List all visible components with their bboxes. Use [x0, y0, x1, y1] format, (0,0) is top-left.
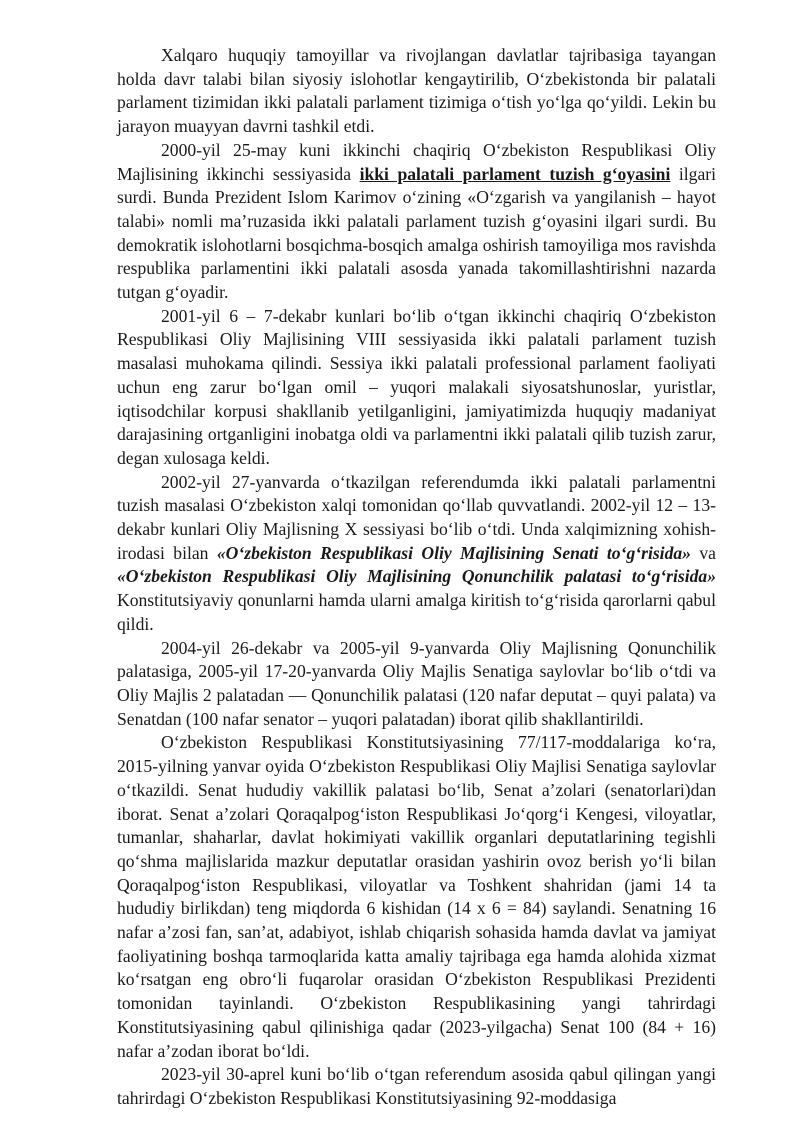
- paragraph-2000-session: [117, 139, 716, 305]
- paragraph-bicameral-intro: [117, 44, 716, 139]
- law-title-senate: «O‘zbekiston Respublikasi Oliy Majlisining Senati to‘g‘risida»: [216, 542, 691, 563]
- law-title-legislative-chamber: «O‘zbekiston Respublikasi Oliy Majlisining Qonunchilik palatasi to‘g‘risida»: [117, 566, 716, 587]
- paragraph-text: va: [690, 542, 716, 563]
- emphasis-bicameral-idea: ikki palatali parlament tuzish g‘oyasini: [359, 163, 671, 184]
- paragraph-2023-referendum: [117, 1063, 716, 1110]
- paragraph-2002-referendum: [117, 471, 716, 637]
- paragraph-2001-session: [117, 305, 716, 471]
- paragraph-text: 2002-yil 27-yanvarda o‘tkazilgan referendumda ikki palatali parlamentni tuzish masalasi O‘zbekiston xalqi tomonidan qo‘llab quvvatlandi. 2002-yil 12 – 13-dekabr kunlari Oliy Majlisning X sessiyasi bo‘lib o‘tdi. Unda xalqimizning xohish-irodasi bilan: [117, 471, 716, 563]
- paragraph-text: Xalqaro huquqiy tamoyillar va rivojlangan davlatlar tajribasiga tayangan holda davr talabi bilan siyosiy islohotlar kengaytirilib, O‘zbekistonda bir palatali parlament tizimidan ikki palatali parlament tizimiga o‘tish yo‘lga qo‘yildi. Lekin bu jarayon muayyan davrni tashkil etdi.: [117, 45, 716, 137]
- paragraph-text: 2000-yil 25-may kuni ikkinchi chaqiriq O‘zbekiston Respublikasi Oliy Majlisining ikkinchi sessiyasida: [117, 139, 716, 184]
- paragraph-senate-composition: [117, 731, 716, 1063]
- paragraph-text: O‘zbekiston Respublikasi Konstitutsiyasining 77/117-moddalariga ko‘ra, 2015-yilning yanvar oyida O‘zbekiston Respublikasi Oliy Majlisi Senatiga saylovlar o‘tkazildi. Senat hududiy vakillik palatasi bo‘lib, Senat a’zolari (senatorlari)dan iborat. Senat a’zolari Qoraqalpog‘iston Respublikasi Jo‘qorg‘i Kengesi, viloyatlar, tumanlar, shaharlar, davlat hokimiyati vakillik organlari deputatlarining tegishli qo‘shma majlislarida mazkur deputatlar orasidan yashirin ovoz berish yo‘li bilan Qoraqalpog‘iston Respublikasi, viloyatlar va Toshkent shahridan (jami 14 ta hududiy birlikdan) teng miqdorda 6 kishidan (14 x 6 = 84) saylandi. Senatning 16 nafar a’zosi fan, san’at, adabiyot, ishlab chiqarish sohasida hamda davlat va jamiyat faoliyatining boshqa tarmoqlarida katta amaliy tajribaga ega hamda alohida xizmat ko‘rsatgan eng obro‘li fuqarolar orasidan O‘zbekiston Respublikasi Prezidenti tomonidan tayinlandi. O‘zbekiston Respublikasining yangi tahrirdagi Konstitutsiyasining qabul qilinishiga qadar (2023-yilgacha) Senat 100 (84 + 16) nafar a’zodan iborat bo‘ldi.: [117, 732, 716, 1061]
- paragraph-text: 2004-yil 26-dekabr va 2005-yil 9-yanvarda Oliy Majlisning Qonunchilik palatasiga, 2005-yil 17-20-yanvarda Oliy Majlis Senatiga saylovlar bo‘lib o‘tdi va Oliy Majlis 2 palatadan — Qonunchilik palatasi (120 nafar deputat – quyi palata) va Senatdan (100 nafar senator – yuqori palatadan) iborat qilib shakllantirildi.: [117, 637, 716, 729]
- paragraph-text: 2001-yil 6 – 7-dekabr kunlari bo‘lib o‘tgan ikkinchi chaqiriq O‘zbekiston Respublikasi Oliy Majlisining VIII sessiyasida ikki palatali parlament tuzish masalasi muhokama qilindi. Sessiya ikki palatali professional parlament faoliyati uchun eng zarur bo‘lgan omil – yuqori malakali siyosatshunoslar, yuristlar, iqtisodchilar korpusi shakllanib yetilganligini, jamiyatimizda huquqiy madaniyat darajasining ortganligini inobatga oldi va parlamentni ikki palatali qilib tuzish zarur, degan xulosaga keldi.: [117, 305, 716, 468]
- paragraph-2004-elections: [117, 637, 716, 732]
- paragraph-text: 2023-yil 30-aprel kuni bo‘lib o‘tgan referendum asosida qabul qilingan yangi tahrirdagi O‘zbekiston Respublikasi Konstitutsiyasining 92-moddasiga: [117, 1064, 716, 1108]
- paragraph-text: ilgari surdi. Bunda Prezident Islom Karimov o‘zining «O‘zgarish va yangilanish – hayot talabi» nomli ma’ruzasida ikki palatali parlament tuzish g‘oyasini ilgari surdi. Bu demokratik islohotlarni bosqichma-bosqich amalga oshirish tamoyiliga mos ravishda respublika parlamentini ikki palatali asosda yanada takomillashtirishni nazarda tutgan g‘oyadir.: [117, 163, 717, 303]
- paragraph-text: Konstitutsiyaviy qonunlarni hamda ularni amalga kiritish to‘g‘risida qarorlarni qabul qildi.: [117, 590, 716, 634]
